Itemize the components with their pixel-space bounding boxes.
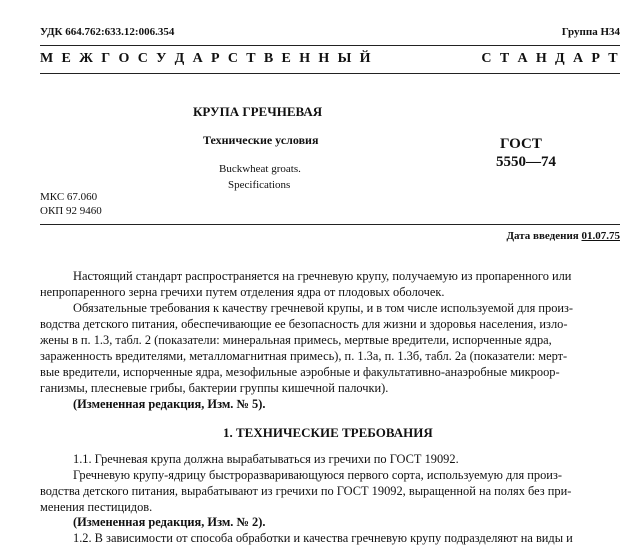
p2-line1: Обязательные требования к качеству гречневой крупы, и в том числе используемой для произ- [73, 301, 574, 315]
gost-label: ГОСТ [500, 136, 542, 152]
p13-partial-line: 1.2. В зависимости от способа обработки и качества гречневую крупу подразделяют на виды и [73, 531, 573, 545]
udk-code: УДК 664.762:633.12:006.354 [40, 26, 175, 38]
title-en-line2: Specifications [228, 179, 291, 191]
title-en-line1: Buckwheat groats. [219, 163, 301, 175]
mks-code: МКС 67.060 [40, 191, 98, 203]
intro-date-value: 01.07.75 [581, 230, 620, 242]
p12-line3: менения пестицидов. [40, 500, 153, 514]
section-1-heading: 1. ТЕХНИЧЕСКИЕ ТРЕБОВАНИЯ [223, 425, 433, 440]
gost-number: 5550—74 [496, 154, 556, 170]
p2-line6: ганизмы, плесневые грибы, бактерии группы кишечной палочки). [40, 381, 389, 395]
header-rule-bottom [40, 73, 620, 74]
p1-line1: Настоящий стандарт распространяется на гречневую крупу, получаемую из пропаренного или [73, 269, 572, 283]
p12-line1: Гречневую крупу-ядрицу быстроразваривающуюся первого сорта, используемую для произ- [73, 468, 562, 482]
p2-line5: вые вредители, испорченные ядра, мезофильные аэробные и факультативно-анаэробные микроор- [40, 365, 560, 379]
header-rule-top [40, 45, 620, 46]
p12-line2: водства детского питания, вырабатывают из гречихи по ГОСТ 19092, выращенной на полях без при- [40, 484, 572, 498]
intro-date-label: Дата введения [506, 230, 579, 242]
p2-line3: жены в п. 1.3, табл. 2 (показатели: минеральная примесь, мертвые вредители, испорченные ядра, [40, 333, 552, 347]
codes-rule [40, 224, 620, 225]
okp-code: ОКП 92 9460 [40, 205, 102, 217]
p11-line: 1.1. Гречневая крупа должна вырабатываться из гречихи по ГОСТ 19092. [73, 452, 459, 466]
banner-interstate: М Е Ж Г О С У Д А Р С Т В Е Н Н Ы Й [40, 51, 373, 66]
group-code: Группа Н34 [561, 26, 620, 38]
amendment-2: (Измененная редакция, Изм. № 2). [73, 515, 266, 529]
banner-standard: С Т А Н Д А Р Т [481, 51, 620, 66]
subtitle-ru: Технические условия [203, 133, 319, 147]
title-ru: КРУПА ГРЕЧНЕВАЯ [193, 104, 323, 119]
intro-date [506, 230, 620, 242]
amendment-5: (Измененная редакция, Изм. № 5). [73, 397, 266, 411]
p2-line2: водства детского питания, обеспечивающие ее безопасность для жизни и здоровья населения, изло- [40, 317, 568, 331]
p1-line2: непропаренного зерна гречихи путем отделения ядра от плодовых оболочек. [40, 285, 445, 299]
p2-line4: зараженность вредителями, металломагнитная примесь), п. 1.3а, п. 1.3б, табл. 2а (показатели: мерт- [40, 349, 568, 363]
